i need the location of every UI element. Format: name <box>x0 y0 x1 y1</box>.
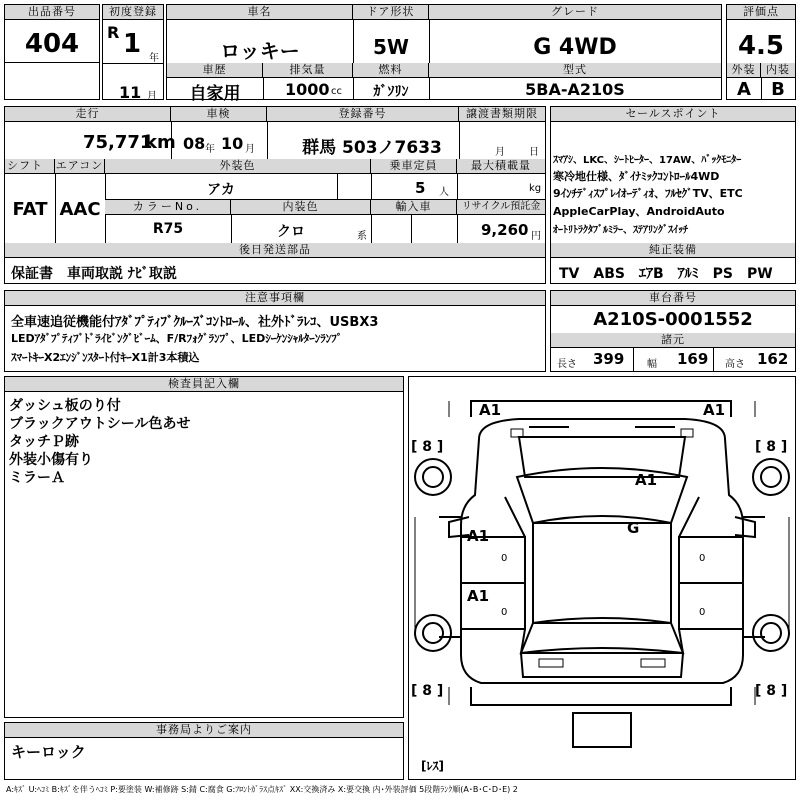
inspector-line-2: ブラックアウトシール色あせ <box>9 416 191 432</box>
color-no: R75 <box>152 221 184 237</box>
spare-tire: [ﾚｽ] <box>421 759 444 773</box>
score: 4.5 <box>737 31 785 61</box>
details-box <box>4 106 546 284</box>
color-label: 外装色 <box>105 159 371 174</box>
damage-a1-hood: A1 <box>635 471 658 489</box>
notes-line-2: LEDｱﾀﾞﾌﾟﾃｨﾌﾞﾄﾞﾗｲﾋﾞﾝｸﾞﾋﾞｰﾑ、F/Rﾌｫｸﾞﾗﾝﾌﾟ、LEDｼｰｹﾝｼｬﾙﾀｰﾝﾗﾝﾌﾟ <box>11 332 343 345</box>
tire-rear-left: [ 8 ] <box>411 683 444 699</box>
zero-right-front: 0 <box>699 553 706 564</box>
displacement-label: 排気量 <box>263 63 353 78</box>
inspection-label: 車検 <box>171 107 267 122</box>
import-label: 輸入車 <box>371 200 457 214</box>
height-label: 高さ <box>725 359 745 370</box>
int-grade: B <box>771 79 785 100</box>
recycle-label: リサイクル預託金 <box>457 200 545 214</box>
damage-a1-front-right: A1 <box>703 401 726 419</box>
recycle: 9,260 <box>481 221 529 239</box>
door-label: ドア形状 <box>353 5 429 20</box>
inspector-line-1: ダッシュ板のり付 <box>9 398 121 414</box>
era: R <box>107 23 120 42</box>
office-box <box>4 722 404 780</box>
transfer-label: 譲渡書類期限 <box>459 107 545 122</box>
model-label: 型式 <box>429 63 721 78</box>
notes-line-3: ｽﾏｰﾄｷｰX2ｴﾝｼﾞﾝｽﾀｰﾄ付ｷｰX1計3本積込 <box>11 351 200 364</box>
int-color-unit: 系 <box>357 231 367 242</box>
length-label: 長さ <box>557 359 577 370</box>
year-num: 1 <box>123 29 142 59</box>
damage-a1-door-front: A1 <box>467 527 490 545</box>
chassis-label: 車台番号 <box>551 291 795 306</box>
insp-month: 10 <box>221 134 244 153</box>
zero-right-rear: 0 <box>699 607 706 618</box>
ac: AAC <box>59 199 101 220</box>
sales-label: セールスポイント <box>551 107 795 122</box>
mileage-label: 走行 <box>5 107 171 122</box>
year-unit: 年 <box>149 53 159 64</box>
car-name-label: 車名 <box>167 5 353 20</box>
zero-left-front: 0 <box>501 553 508 564</box>
plate: 群馬 503ノ7633 <box>302 138 442 158</box>
car-name: ロッキー <box>220 39 300 63</box>
car-diagram <box>409 377 795 779</box>
first-reg-box <box>102 4 164 100</box>
tire-front-right: [ 8 ] <box>755 439 788 455</box>
tire-front-left: [ 8 ] <box>411 439 444 455</box>
damage-a1-door-rear: A1 <box>467 587 490 605</box>
notes-label: 注意事項欄 <box>5 291 545 306</box>
mileage-unit: km <box>145 132 176 153</box>
first-reg-label: 初度登録 <box>103 5 163 20</box>
office-label: 事務局よりご案内 <box>5 723 403 738</box>
car-info-box <box>166 4 722 104</box>
sales-box <box>550 106 796 284</box>
insp-year-unit: 年 <box>205 144 215 155</box>
inspector-line-3: タッチＰ跡 <box>9 434 79 450</box>
tire-rear-right: [ 8 ] <box>755 683 788 699</box>
equip-label: 純正装備 <box>551 243 795 258</box>
lot-label: 出品番号 <box>5 5 99 20</box>
inspector-box <box>4 376 404 718</box>
lot-box <box>4 4 100 100</box>
shift-label: シフト <box>5 159 55 174</box>
docs: 保証書 車両取説 ﾅﾋﾞ取説 <box>11 266 177 282</box>
fuel: ｶﾞｿﾘﾝ <box>373 84 409 100</box>
zero-left-rear: 0 <box>501 607 508 618</box>
shift: FAT <box>12 199 48 220</box>
notes-line-1: 全車速追従機能付ｱﾀﾞﾌﾟﾃｨﾌﾞｸﾙｰｽﾞｺﾝﾄﾛｰﾙ、社外ﾄﾞﾗﾚｺ、USBX3 <box>11 315 379 330</box>
ac-label: エアコン <box>55 159 104 172</box>
ext-grade: A <box>737 79 751 100</box>
color-no-label: カラーNo. <box>105 200 231 214</box>
displacement: 1000 <box>285 80 330 99</box>
ext-label: 外装 <box>727 63 761 78</box>
grade: G 4WD <box>533 35 617 60</box>
sales-line-5: ｵｰﾄﾘﾄﾗｸﾀﾌﾞﾙﾐﾗｰ、ｽﾃｱﾘﾝｸﾞｽｲｯﾁ <box>553 225 688 236</box>
chassis-box <box>550 290 796 372</box>
sales-line-4: AppleCarPlay、AndroidAuto <box>553 205 725 218</box>
color: アカ <box>207 182 235 198</box>
history: 自家用 <box>189 84 241 104</box>
capacity: 5 <box>415 179 426 197</box>
transfer-month: 月 <box>495 147 505 158</box>
inspector-line-4: 外装小傷有り <box>9 452 93 468</box>
displacement-unit: cc <box>331 86 342 97</box>
height: 162 <box>757 350 789 368</box>
capacity-unit: 人 <box>439 187 449 198</box>
office-text: キーロック <box>11 743 86 761</box>
equip: TV ABS ｴｱB ｱﾙﾐ PS PW <box>559 266 773 282</box>
recycle-unit: 円 <box>531 231 541 242</box>
plate-label: 登録番号 <box>267 107 459 122</box>
month: 11 <box>119 83 142 102</box>
door: 5W <box>373 35 409 59</box>
width-label: 幅 <box>647 359 657 370</box>
dims-label: 諸元 <box>551 333 795 348</box>
sales-line-1: ｽﾏｱｼ、LKC、ｼｰﾄﾋｰﾀｰ、17AW、ﾊﾞｯｸﾓﾆﾀｰ <box>553 155 742 166</box>
insp-year: 08 <box>183 134 206 153</box>
damage-g-glass: G <box>627 519 640 537</box>
inspector-line-5: ミラーＡ <box>9 470 65 486</box>
legend: A:ｷｽﾞ U:ﾍｺﾐ B:ｷｽﾞを伴うﾍｺﾐ P:要塗装 W:補修跡 S:錆 C:腐食 G:ﾌﾛﾝﾄｶﾞﾗｽ点ｷｽﾞ XX:交換済み X:要交換 内･外装評価 5段階ﾗﾝｸ順(A･B･C･D･E) 2 <box>6 785 518 794</box>
docs-label: 後日発送部品 <box>5 243 545 258</box>
load-unit: kg <box>529 183 542 194</box>
car-diagram-box <box>408 376 796 780</box>
length: 399 <box>593 350 625 368</box>
model: 5BA-A210S <box>525 80 625 99</box>
damage-a1-front-left: A1 <box>479 401 502 419</box>
transfer-day: 日 <box>529 147 539 158</box>
grade-label: グレード <box>429 5 721 20</box>
score-box <box>726 4 796 100</box>
month-unit: 月 <box>147 91 157 102</box>
fuel-label: 燃料 <box>353 63 429 78</box>
chassis-number: A210S-0001552 <box>593 309 753 330</box>
sales-line-3: 9ｲﾝﾁﾃﾞｨｽﾌﾟﾚｲｵｰﾃﾞｨｵ、ﾌﾙｾｸﾞTV、ETC <box>553 187 743 200</box>
int-color-label: 内装色 <box>231 200 371 214</box>
score-label: 評価点 <box>727 5 795 20</box>
capacity-label: 乗車定員 <box>371 159 457 174</box>
load-label: 最大積載量 <box>457 159 545 174</box>
history-label: 車歴 <box>167 63 263 78</box>
width: 169 <box>677 350 709 368</box>
lot-value: 404 <box>24 29 80 59</box>
sales-line-2: 寒冷地仕様、ﾀﾞｲﾅﾐｯｸｺﾝﾄﾛｰﾙ4WD <box>553 170 720 183</box>
int-label: 内装 <box>761 63 795 78</box>
int-color: クロ <box>277 224 305 240</box>
mileage: 75,771 <box>83 132 153 153</box>
inspector-label: 検査員記入欄 <box>5 377 403 392</box>
notes-box <box>4 290 546 372</box>
insp-month-unit: 月 <box>245 144 255 155</box>
